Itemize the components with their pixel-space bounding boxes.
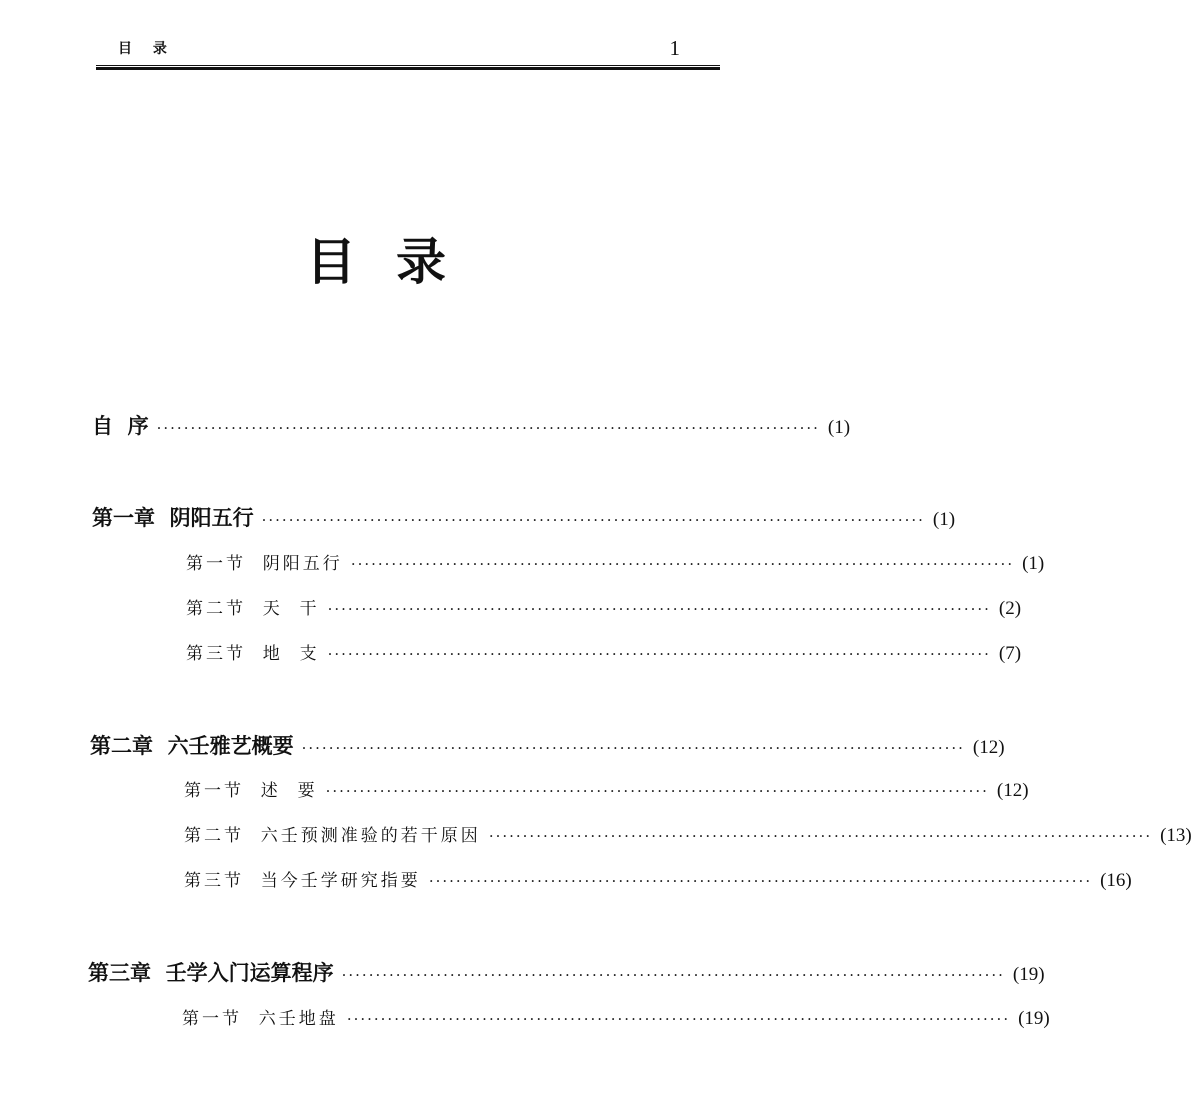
- toc-entry-page: (12): [972, 737, 1005, 758]
- toc-leader: ··································································································: [341, 966, 1005, 984]
- toc-entry-title: 第一节 述 要: [184, 781, 318, 801]
- toc-entry-title: 第三节 地 支: [186, 644, 320, 664]
- toc-entry-page: (1): [932, 509, 956, 530]
- toc-leader: ··································································································: [327, 645, 991, 663]
- toc-leader: ··································································································: [488, 827, 1153, 845]
- toc-entry-title: 第三节 当今壬学研究指要: [184, 871, 421, 891]
- page-title: 目录: [306, 233, 486, 291]
- toc-entry-title: 第一节 六壬地盘: [182, 1009, 339, 1029]
- toc-entry-section-2-3[interactable]: [184, 866, 1132, 898]
- toc-leader: ··································································································: [327, 600, 991, 618]
- toc-entry-title: 第三章 壬学入门运算程序: [88, 961, 334, 985]
- toc-entry-section-1-2[interactable]: [186, 594, 1022, 626]
- toc-entry-title: 第二节 天 干: [186, 599, 320, 619]
- toc-entry-title: 第二章 六壬雅艺概要: [90, 734, 294, 758]
- toc-leader: ··································································································: [350, 555, 1015, 573]
- toc-entry-chapter-3[interactable]: [88, 957, 1045, 989]
- toc-entry-page: (12): [996, 780, 1029, 801]
- toc-entry-page: (19): [1012, 964, 1045, 985]
- toc-entry-section-3-1[interactable]: [182, 1004, 1050, 1036]
- toc-leader: ··································································································: [346, 1010, 1011, 1028]
- toc-entry-page: (19): [1018, 1008, 1050, 1029]
- toc-entry-preface[interactable]: [92, 410, 851, 442]
- toc-entry-section-2-1[interactable]: [184, 776, 1029, 808]
- toc-entry-page: (16): [1100, 870, 1132, 891]
- toc-entry-section-1-1[interactable]: [186, 549, 1045, 581]
- toc-entry-title: 第一节 阴阳五行: [186, 554, 343, 574]
- toc-leader: ··································································································: [261, 511, 925, 529]
- toc-leader: ··································································································: [325, 782, 989, 800]
- toc-entry-page: (7): [998, 643, 1022, 664]
- running-head: [96, 30, 720, 70]
- toc-entry-section-2-2[interactable]: [184, 821, 1192, 853]
- toc-entry-page: (1): [1022, 553, 1045, 574]
- toc-entry-chapter-2[interactable]: [90, 730, 1005, 762]
- toc-leader: ··································································································: [156, 419, 820, 437]
- running-head-page-number: 1: [669, 36, 680, 60]
- toc-entry-title: 自 序: [92, 414, 149, 438]
- toc-entry-title: 第一章 阴阳五行: [92, 506, 254, 530]
- toc-entry-page: (2): [998, 598, 1022, 619]
- header-rule-thick: [96, 67, 720, 70]
- toc-entry-chapter-1[interactable]: [92, 502, 956, 534]
- toc-entry-section-1-3[interactable]: [186, 639, 1022, 671]
- toc-entry-title: 第二节 六壬预测准验的若干原因: [184, 826, 481, 846]
- header-rule-thin: [96, 65, 720, 66]
- toc-entry-page: (13): [1160, 825, 1192, 846]
- toc-leader: ··································································································: [428, 872, 1093, 890]
- toc-entry-page: (1): [827, 417, 851, 438]
- toc-leader: ··································································································: [301, 739, 965, 757]
- running-head-label: 目 录: [118, 41, 175, 57]
